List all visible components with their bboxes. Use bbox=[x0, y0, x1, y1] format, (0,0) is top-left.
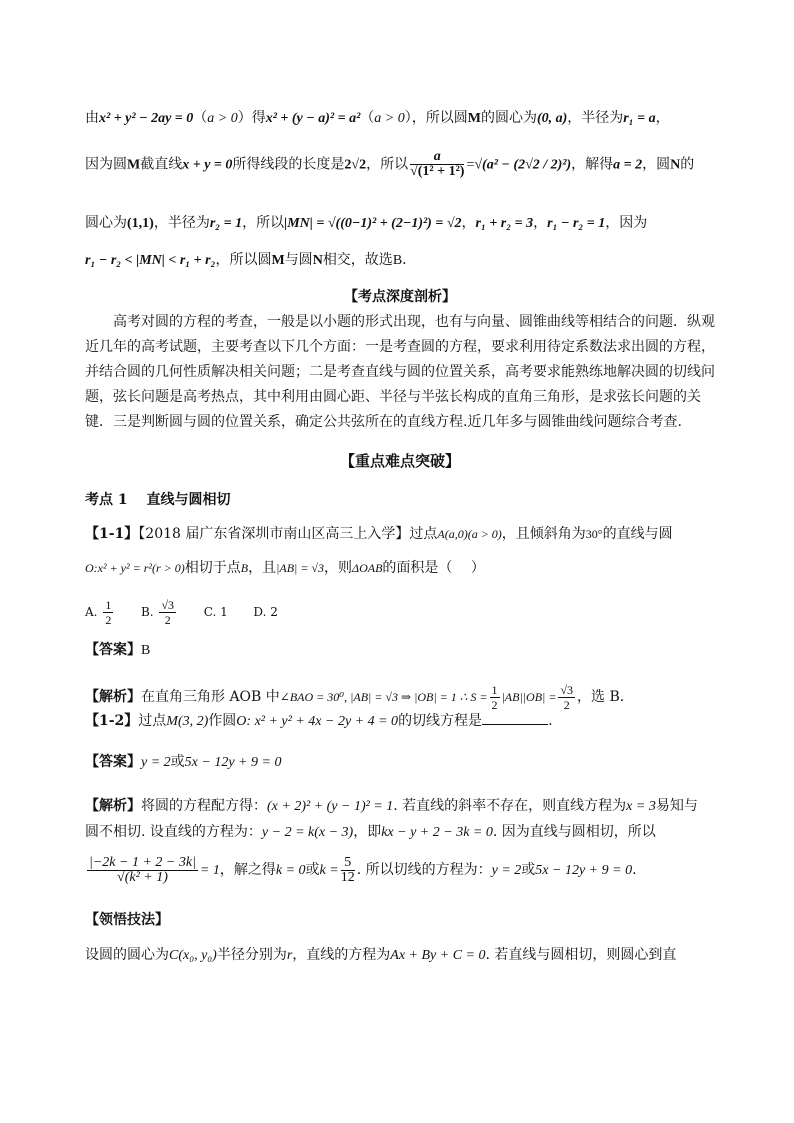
option-c[interactable]: C. 1 bbox=[203, 605, 228, 619]
question-1-1-analysis: 【解析】在直角三角形 AOB 中∠BAO = 30⁰, |AB| = √3 ⇒ |OB| = 1 ∴ S = $\frac{1}{2}$ |AB||OB| = $\frac{√3}{2}$ ，选 B. bbox=[85, 682, 625, 712]
question-1-2: 【1-2】过点M(3, 2)作圆O: x² + y² + 4x − 2y + 4 = 0的切线方程是 . bbox=[85, 710, 553, 732]
answer-blank[interactable] bbox=[482, 710, 548, 725]
solution-line-1: 由x² + y² − 2ay = 0（a > 0）得x² + (y − a)² = a²（a > 0），所以圆M的圆心为(0, a)，半径为r₁ = a， bbox=[85, 110, 670, 126]
question-1-1-line-1: 【1-1】【2018 届广东省深圳市南山区高三上入学】过点A(a,0)(a > 0)，且倾斜角为30°的直线与圆 bbox=[85, 526, 673, 542]
analysis-para-line-5: 键．三是判断圆与圆的位置关系，确定公共弦所在的直线方程.近几年多与圆锥曲线问题综合考查. bbox=[85, 414, 682, 430]
question-1-2-analysis-line-1: 【解析】将圆的方程配方得：(x + 2)² + (y − 1)² = 1. 若直线的斜率不存在，则直线方程为x = 3易知与 bbox=[85, 798, 698, 814]
question-1-1-options bbox=[85, 592, 278, 632]
solution-line-2: 因为圆M截直线x + y = 0所得线段的长度是2√2，所以 $\frac{a}{\text{√(1² + 1²)}}$ =√(a² − (2√2 / 2)²)，解得a = 2，圆N的 bbox=[85, 149, 695, 179]
kaodian-1-title: 考点 1 直线与圆相切 bbox=[85, 492, 231, 508]
question-1-1-answer: 【答案】B bbox=[85, 642, 151, 658]
solution-line-3: 圆心为(1,1)，半径为r₂ = 1，所以|MN| = √((0−1)² + (2−1)²) = √2，r₁ + r₂ = 3，r₁ − r₂ = 1，因为 bbox=[85, 215, 648, 231]
question-1-2-analysis-line-3: $\frac{|-2k - 1 + 2 - 3k|}{\text{√(k² + 1)}}$ = 1，解之得k = 0或k = $\frac{5}{12}$ . 所以切线的方程为：y = 2或5x − 12y + 9 = 0. bbox=[89, 854, 637, 885]
analysis-para-line-3: 并结合圆的几何性质解决相关问题；二是考查直线与圆的位置关系，高考要求能熟练地解决圆的切线问 bbox=[85, 364, 715, 380]
solution-line-4: r₁ − r₂ < |MN| < r₁ + r₂，所以圆M与圆N相交，故选B. bbox=[85, 252, 407, 268]
option-a[interactable]: A. $\frac{1}{2}$ bbox=[85, 598, 112, 627]
analysis-para-line-2: 近几年的高考试题，主要考查以下几个方面：一是考查圆的方程，要求利用待定系数法求出圆的方程， bbox=[85, 339, 715, 355]
section-title-deep-analysis: 【考点深度剖析】 bbox=[344, 289, 456, 305]
analysis-para-line-1: 高考对圆的方程的考查，一般是以小题的形式出现，也有与向量、圆锥曲线等相结合的问题．纵观 bbox=[113, 314, 715, 330]
question-1-2-answer: 【答案】y = 2或5x − 12y + 9 = 0 bbox=[85, 754, 282, 770]
distance-fraction: $\frac{|-2k - 1 + 2 - 3k|}{\text{√(k² + 1)}}$ bbox=[89, 854, 196, 885]
analysis-para-line-4: 题，弦长问题是高考热点，其中利用由圆心距、半径与半弦长构成的直角三角形，是求弦长问题的关 bbox=[85, 389, 701, 405]
fraction-a-over-sqrt2: $\frac{a}{\text{√(1² + 1²)}}$ bbox=[410, 149, 465, 179]
lingwu-title: 【领悟技法】 bbox=[85, 912, 169, 928]
question-1-1-line-2: O:x² + y² = r²(r > 0)相切于点B，且|AB| = √3，则ΔOAB的面积是（ ） bbox=[85, 560, 485, 576]
option-b[interactable]: B. $\frac{√3}{2}$ bbox=[140, 598, 175, 627]
lingwu-line-1: 设圆的圆心为C(x₀, y₀)半径分别为r，直线的方程为Ax + By + C = 0. 若直线与圆相切，则圆心到直 bbox=[85, 947, 677, 963]
section-title-key-points: 【重点难点突破】 bbox=[339, 452, 460, 470]
option-d[interactable]: D. 2 bbox=[253, 605, 278, 619]
question-1-2-analysis-line-2: 圆不相切. 设直线的方程为：y − 2 = k(x − 3)，即kx − y + 2 − 3k = 0. 因为直线与圆相切，所以 bbox=[85, 824, 656, 840]
